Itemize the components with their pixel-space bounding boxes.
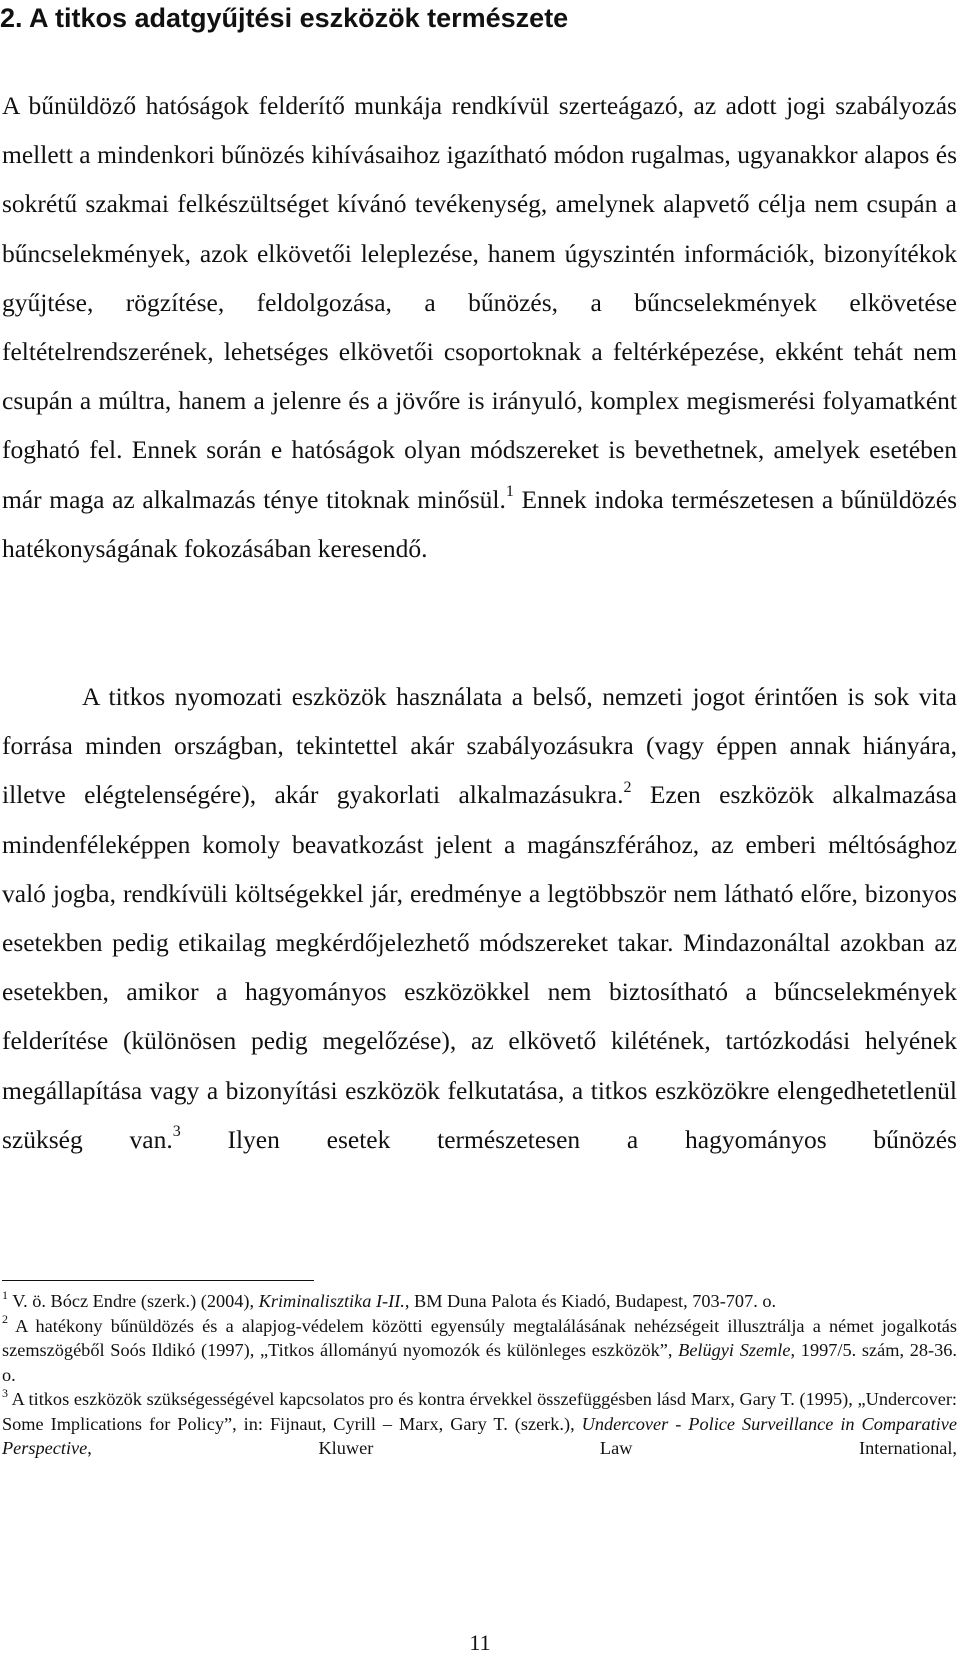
footnote-ref-1[interactable]: 1: [505, 483, 514, 501]
footnote-2: [2, 1314, 957, 1388]
footnote-ref-2[interactable]: 2: [623, 778, 632, 796]
footnote-2-number: 2: [2, 1312, 8, 1327]
paragraph-1-text-b: Ennek indoka természetesen a bűnüldözés hatékonyságának fokozásában keresendő.: [2, 484, 957, 563]
footnote-3-text-a: A titkos eszközök szükségességével kapcsolatos pro és kontra érvekkel összefüggésben lásd Marx, Gary T. (1995), „Undercover: Some Implications for Policy”, in: Fijnaut, Cyrill – Marx, Gary T. (szerk.),: [2, 1389, 957, 1434]
footnote-3-text-b: , Kluwer Law International,: [87, 1438, 957, 1458]
paragraph-2-text-b: Ezen eszközök alkalmazása mindenféleképpen komoly beavatkozást jelent a magánszférához, az emberi méltósághoz való jogba, rendkívüli költségekkel jár, eredménye a legtöbbször nem látható előre, bizonyos esetekben pedig etikailag megkérdőjelezhető módszereket takar. Mindazonáltal azokban az esetekben, amikor a hagyományos eszközökkel nem biztosítható a bűncselekmények felderítése (különösen pedig megelőzése), az elkövető kilétének, tartózkodási helyének megállapítása vagy a bizonyítási eszközök felkutatása, a titkos eszközökre elengedhetetlenül szükség van.: [2, 780, 957, 1154]
footnote-2-title: Belügyi Szemle: [678, 1340, 791, 1360]
paragraph-2: [2, 672, 957, 1262]
footnote-divider: [2, 1280, 314, 1281]
footnote-1: [2, 1289, 957, 1314]
footnote-1-title: Kriminalisztika I-II.: [258, 1291, 405, 1311]
footnote-3: [2, 1387, 957, 1461]
paragraph-1: [2, 81, 957, 671]
footnote-3-number: 3: [2, 1385, 8, 1400]
page-number: 11: [469, 1630, 491, 1655]
footnote-3-title: Undercover - Police Surveillance in Comparative Perspective: [2, 1413, 957, 1458]
paragraph-2-text-a: A titkos nyomozati eszközök használata a belső, nemzeti jogot érintően is sok vita forrása minden országban, tekintettel akár szabályozásukra (vagy éppen annak hiányára, illetve elégtelenségére), akár gyakorlati alkalmazásukra.: [2, 682, 957, 810]
footnote-2-text-a: A hatékony bűnüldözés és a alapjog-védelem közötti egyensúly megtalálásának nehézségeit illusztrálja a német jogalkotás szemszögéből Soós Ildikó (1997), „Titkos állományú nyomozók és különleges eszközök”,: [2, 1315, 957, 1360]
footnote-1-number: 1: [2, 1287, 8, 1302]
footnote-ref-3[interactable]: 3: [172, 1123, 181, 1141]
footnote-1-text-b: , BM Duna Palota és Kiadó, Budapest, 703-707. o.: [404, 1291, 777, 1311]
paragraph-2-text-c: Ilyen esetek természetesen a hagyományos bűnözés: [180, 1124, 957, 1154]
paragraph-1-text-a: A bűnüldöző hatóságok felderítő munkája rendkívül szerteágazó, az adott jogi szabályozás mellett a mindenkori bűnözés kihívásaihoz igazítható módon rugalmas, ugyanakkor alapos és sokrétű szakmai felkészültséget kívánó tevékenység, amelynek alapvető célja nem csupán a bűncselekmények, azok elkövetői leleplezése, hanem úgyszintén információk, bizonyítékok gyűjtése, rögzítése, feldolgozása, a bűnözés, a bűncselekmények elkövetése feltételrendszerének, lehetséges elkövetői csoportoknak a feltérképezése, ekként tehát nem csupán a múltra, hanem a jelenre és a jövőre is irányuló, komplex megismerési folyamatként fogható fel. Ennek során e hatóságok olyan módszereket is bevethetnek, amelyek esetében már maga az alkalmazás ténye titoknak minősül.: [2, 91, 957, 514]
footnote-2-text-b: , 1997/5. szám, 28-36. o.: [2, 1340, 957, 1385]
footnotes: [2, 1289, 957, 1461]
footnote-1-text-a: V. ö. Bócz Endre (szerk.) (2004),: [8, 1291, 259, 1311]
section-heading: 2. A titkos adatgyűjtési eszközök természete: [0, 3, 569, 33]
